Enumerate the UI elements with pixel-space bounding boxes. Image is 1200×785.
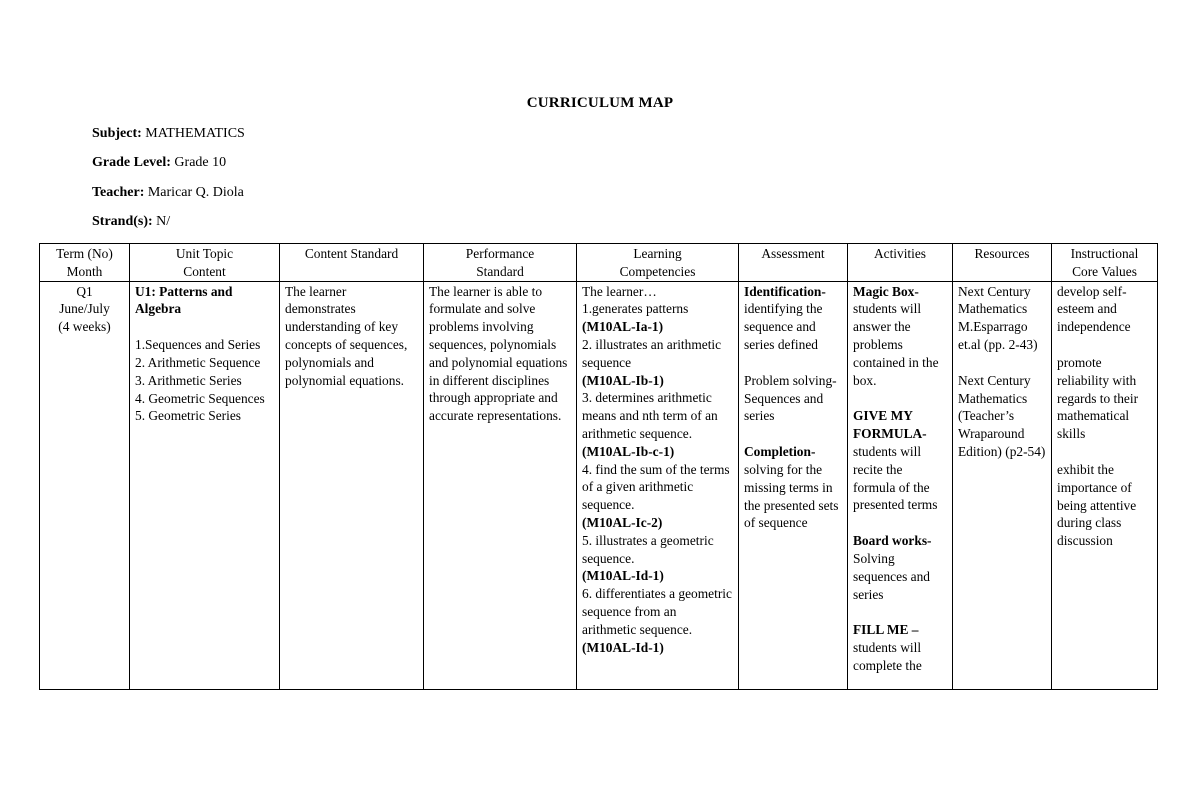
activity-text: Solving sequences and series <box>853 550 930 602</box>
grade-level-line <box>92 155 226 171</box>
competency-code: (M10AL-Ib-1) <box>582 372 664 388</box>
assessment-cell <box>739 281 848 689</box>
core-value-item: develop self-esteem and independence <box>1057 283 1131 335</box>
strand-label: Strand(s): <box>92 214 153 229</box>
grade-level-label: Grade Level: <box>92 155 171 170</box>
activity-text: students will answer the problems contained in the box. <box>853 301 939 388</box>
header-resources: Resources <box>953 244 1052 282</box>
header-unit-topic: Unit Topic Content <box>130 244 280 282</box>
unit-topic-item: 2. Arithmetic Sequence <box>135 354 261 370</box>
table-row <box>40 281 1158 689</box>
assessment-text: Problem solving- Sequences and series <box>744 372 837 424</box>
competency-code: (M10AL-Ia-1) <box>582 319 664 335</box>
header-learning-competencies: Learning Competencies <box>577 244 739 282</box>
competencies-cell <box>577 281 739 689</box>
strand-line <box>92 214 170 230</box>
unit-topic-item: 1.Sequences and Series <box>135 337 261 353</box>
assessment-text: solving for the missing terms in the presented sets of sequence <box>744 461 839 531</box>
subject-line <box>92 126 245 142</box>
activity-text: students will complete the <box>853 640 922 673</box>
term-cell: Q1 June/July (4 weeks) <box>40 281 130 689</box>
assessment-label: Identification- <box>744 283 826 299</box>
activity-label: GIVE MY FORMULA- <box>853 408 927 442</box>
header-core-values: Instructional Core Values <box>1052 244 1158 282</box>
competency-code: (M10AL-Id-1) <box>582 639 664 655</box>
unit-topic-item: 3. Arithmetic Series <box>135 372 242 388</box>
activity-label: Board works- <box>853 533 932 549</box>
competencies-intro: The learner… <box>582 283 657 299</box>
competency-code: (M10AL-Ic-2) <box>582 514 663 530</box>
competency-text: 3. determines arithmetic means and nth term of an arithmetic sequence. <box>582 390 718 441</box>
header-activities: Activities <box>848 244 953 282</box>
core-value-item: exhibit the importance of being attentive during class discussion <box>1057 461 1137 549</box>
header-assessment: Assessment <box>739 244 848 282</box>
core-value-item: promote reliability with regards to their mathematical skills <box>1057 354 1139 442</box>
activity-label: FILL ME – <box>853 622 919 638</box>
competency-text: 2. illustrates an arithmetic sequence <box>582 336 722 370</box>
core-values-cell <box>1052 281 1158 689</box>
resources-cell <box>953 281 1052 689</box>
header-row <box>40 244 1158 282</box>
subject-label: Subject: <box>92 126 142 141</box>
activities-cell <box>848 281 953 689</box>
assessment-label: Completion- <box>744 444 816 460</box>
subject-value: MATHEMATICS <box>145 126 245 141</box>
header-performance-standard: Performance Standard <box>424 244 577 282</box>
assessment-text: identifying the sequence and series defined <box>744 301 823 352</box>
competency-text: 5. illustrates a geometric sequence. <box>582 532 714 566</box>
competency-code: (M10AL-Ib-c-1) <box>582 443 675 459</box>
content-standard-cell: The learner demonstrates understanding of key concepts of sequences, polynomials and polynomial equations. <box>280 281 424 689</box>
teacher-value: Maricar Q. Diola <box>147 185 244 200</box>
grade-level-value: Grade 10 <box>174 155 227 170</box>
competency-text: 1.generates patterns <box>582 301 689 317</box>
resource-item: Next Century Mathematics M.Esparrago et.al (pp. 2-43) <box>958 283 1038 352</box>
competency-text: 6. differentiates a geometric sequence from an arithmetic sequence. <box>582 586 732 637</box>
curriculum-map-table <box>39 243 1158 690</box>
unit-topic-item: 4. Geometric Sequences <box>135 390 265 406</box>
unit-topic-item: 5. Geometric Series <box>135 408 241 424</box>
competency-code: (M10AL-Id-1) <box>582 568 664 584</box>
document-title: CURRICULUM MAP <box>526 95 674 111</box>
strand-value: N/ <box>156 214 171 229</box>
unit-topic-cell <box>130 281 280 689</box>
activity-text: students will recite the formula of the presented terms <box>853 443 938 513</box>
teacher-line <box>92 185 244 201</box>
performance-standard-cell: The learner is able to formulate and solve problems involving sequences, polynomials and polynomial equations in different disciplines through appropriate and accurate representations. <box>424 281 577 689</box>
competency-text: 4. find the sum of the terms of a given arithmetic sequence. <box>582 461 730 513</box>
teacher-label: Teacher: <box>92 185 145 200</box>
unit-title: U1: Patterns and Algebra <box>135 283 233 317</box>
resource-item: Next Century Mathematics (Teacher’s Wraparound Edition) (p2-54) <box>958 372 1046 459</box>
activity-label: Magic Box- <box>853 283 919 299</box>
header-term: Term (No) Month <box>40 244 130 282</box>
header-content-standard: Content Standard <box>280 244 424 282</box>
